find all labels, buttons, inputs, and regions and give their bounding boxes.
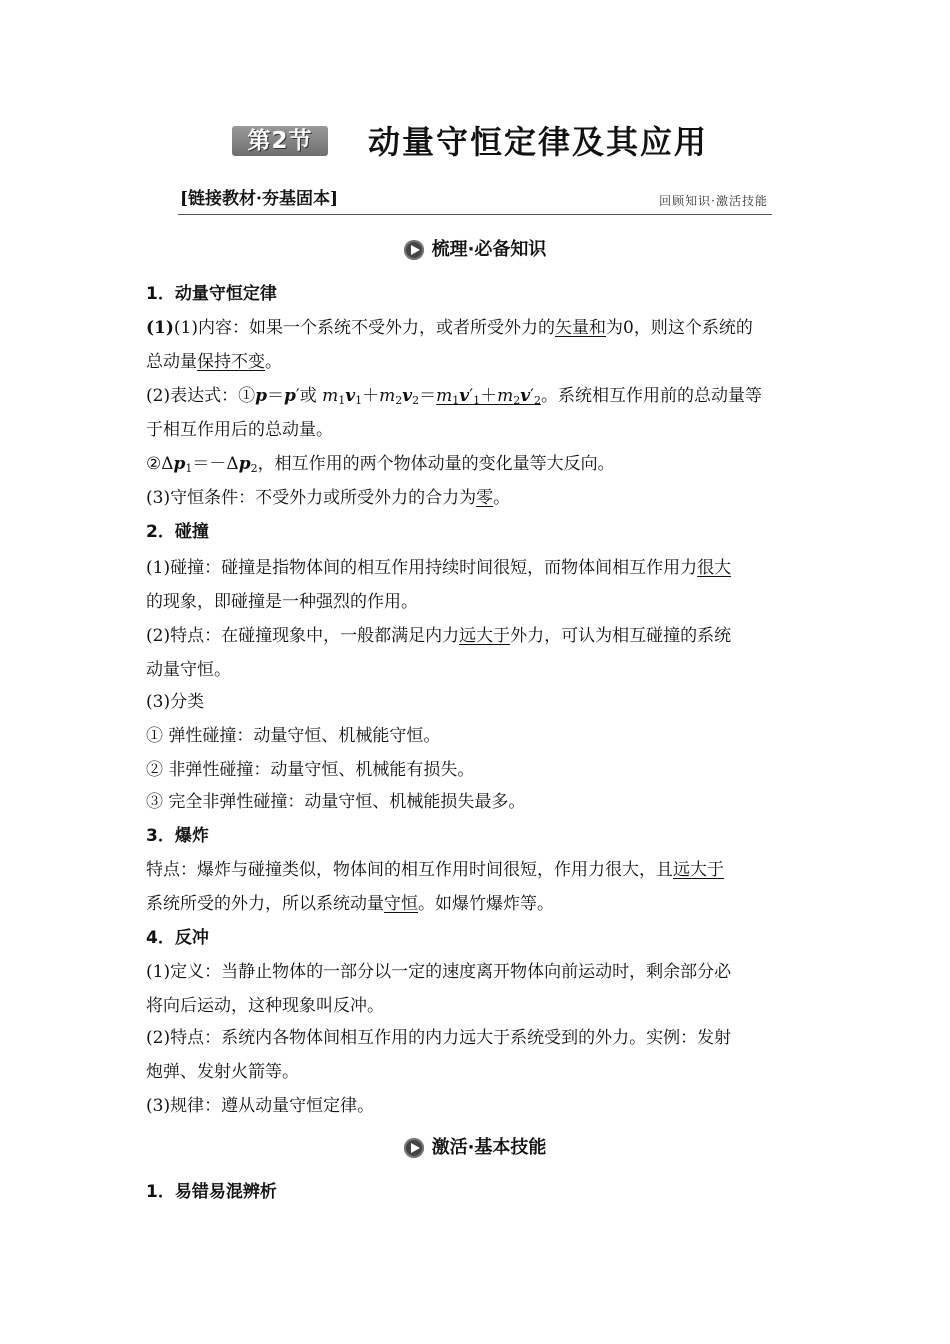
paragraph-line: (1)碰撞：碰撞是指物体间的相互作用持续时间很短，而物体间相互作用力很大 <box>146 558 732 578</box>
formula-line: (2)表达式：①p＝p′或 $m_1v_1+m_2v_2=m_1v'_1+m_2v'_2$。系统相互作用前的总动量等 <box>146 386 762 407</box>
paragraph-line: 动量守恒。 <box>146 660 231 680</box>
paragraph-line: 将向后运动，这种现象叫反冲。 <box>146 996 384 1016</box>
underlined-answer: $m_1v'_1+m_2v'_2$ <box>436 386 541 407</box>
paragraph-line: 的现象，即碰撞是一种强烈的作用。 <box>146 592 418 612</box>
paragraph-line: (3)分类 <box>146 692 205 712</box>
list-item: ③ 完全非弹性碰撞：动量守恒、机械能损失最多。 <box>146 792 526 812</box>
underlined-answer: 远大于 <box>673 860 724 880</box>
underlined-answer: 零 <box>476 488 494 508</box>
bracket-header <box>178 186 772 215</box>
play-circle-icon <box>404 240 424 260</box>
underlined-answer: 守恒 <box>384 894 418 914</box>
paragraph-line: 炮弹、发射火箭等。 <box>146 1062 299 1082</box>
heading-recoil: 4．反冲 <box>146 928 209 948</box>
underlined-answer: 矢量和 <box>555 318 607 338</box>
bracket-left-label: [链接教材·夯基固本] <box>180 189 339 209</box>
paragraph-line: (3)规律：遵从动量守恒定律。 <box>146 1096 375 1116</box>
subheading-skills: 激活·基本技能 <box>0 1136 950 1162</box>
section-title: 动量守恒定律及其应用 <box>368 123 709 161</box>
paragraph-line: (2)特点：系统内各物体间相互作用的内力远大于系统受到的外力。实例：发射 <box>146 1028 732 1048</box>
heading-error-analysis: 1．易错易混辨析 <box>146 1182 277 1202</box>
formula-line: $②\Delta p_1=-\Delta p_2$，相互作用的两个物体动量的变化量等大反向。 <box>146 454 615 475</box>
list-item: ② 非弹性碰撞：动量守恒、机械能有损失。 <box>146 760 475 780</box>
list-item: ① 弹性碰撞：动量守恒、机械能守恒。 <box>146 726 441 746</box>
paragraph-line: 总动量保持不变。 <box>146 352 282 372</box>
play-circle-icon <box>404 1138 424 1158</box>
underlined-answer: 很大 <box>697 558 732 578</box>
underlined-answer: 保持不变 <box>197 352 265 372</box>
heading-collision: 2．碰撞 <box>146 522 209 542</box>
section-title-row <box>0 118 950 168</box>
paragraph-line: (1)定义：当静止物体的一部分以一定的速度离开物体向前运动时，剩余部分必 <box>146 962 732 982</box>
paragraph-line: 特点：爆炸与碰撞类似，物体间的相互作用时间很短，作用力很大，且远大于 <box>146 860 724 880</box>
bracket-right-label: 回顾知识·激活技能 <box>659 194 768 208</box>
section-number-badge: 第2节 <box>232 126 328 156</box>
heading-explosion: 3．爆炸 <box>146 826 209 846</box>
paragraph-line: (1)(1)内容：如果一个系统不受外力，或者所受外力的矢量和为0，则这个系统的 <box>146 318 753 338</box>
paragraph-line: (3)守恒条件：不受外力或所受外力的合力为零。 <box>146 488 511 508</box>
subheading-knowledge: 梳理·必备知识 <box>0 238 950 264</box>
paragraph-line: 系统所受的外力，所以系统动量守恒。如爆竹爆炸等。 <box>146 894 554 914</box>
underlined-answer: 远大于 <box>459 626 511 646</box>
paragraph-line: 于相互作用后的总动量。 <box>146 420 333 440</box>
heading-momentum-conservation: 1．动量守恒定律 <box>146 284 277 304</box>
paragraph-line: (2)特点：在碰撞现象中，一般都满足内力远大于外力，可认为相互碰撞的系统 <box>146 626 732 646</box>
